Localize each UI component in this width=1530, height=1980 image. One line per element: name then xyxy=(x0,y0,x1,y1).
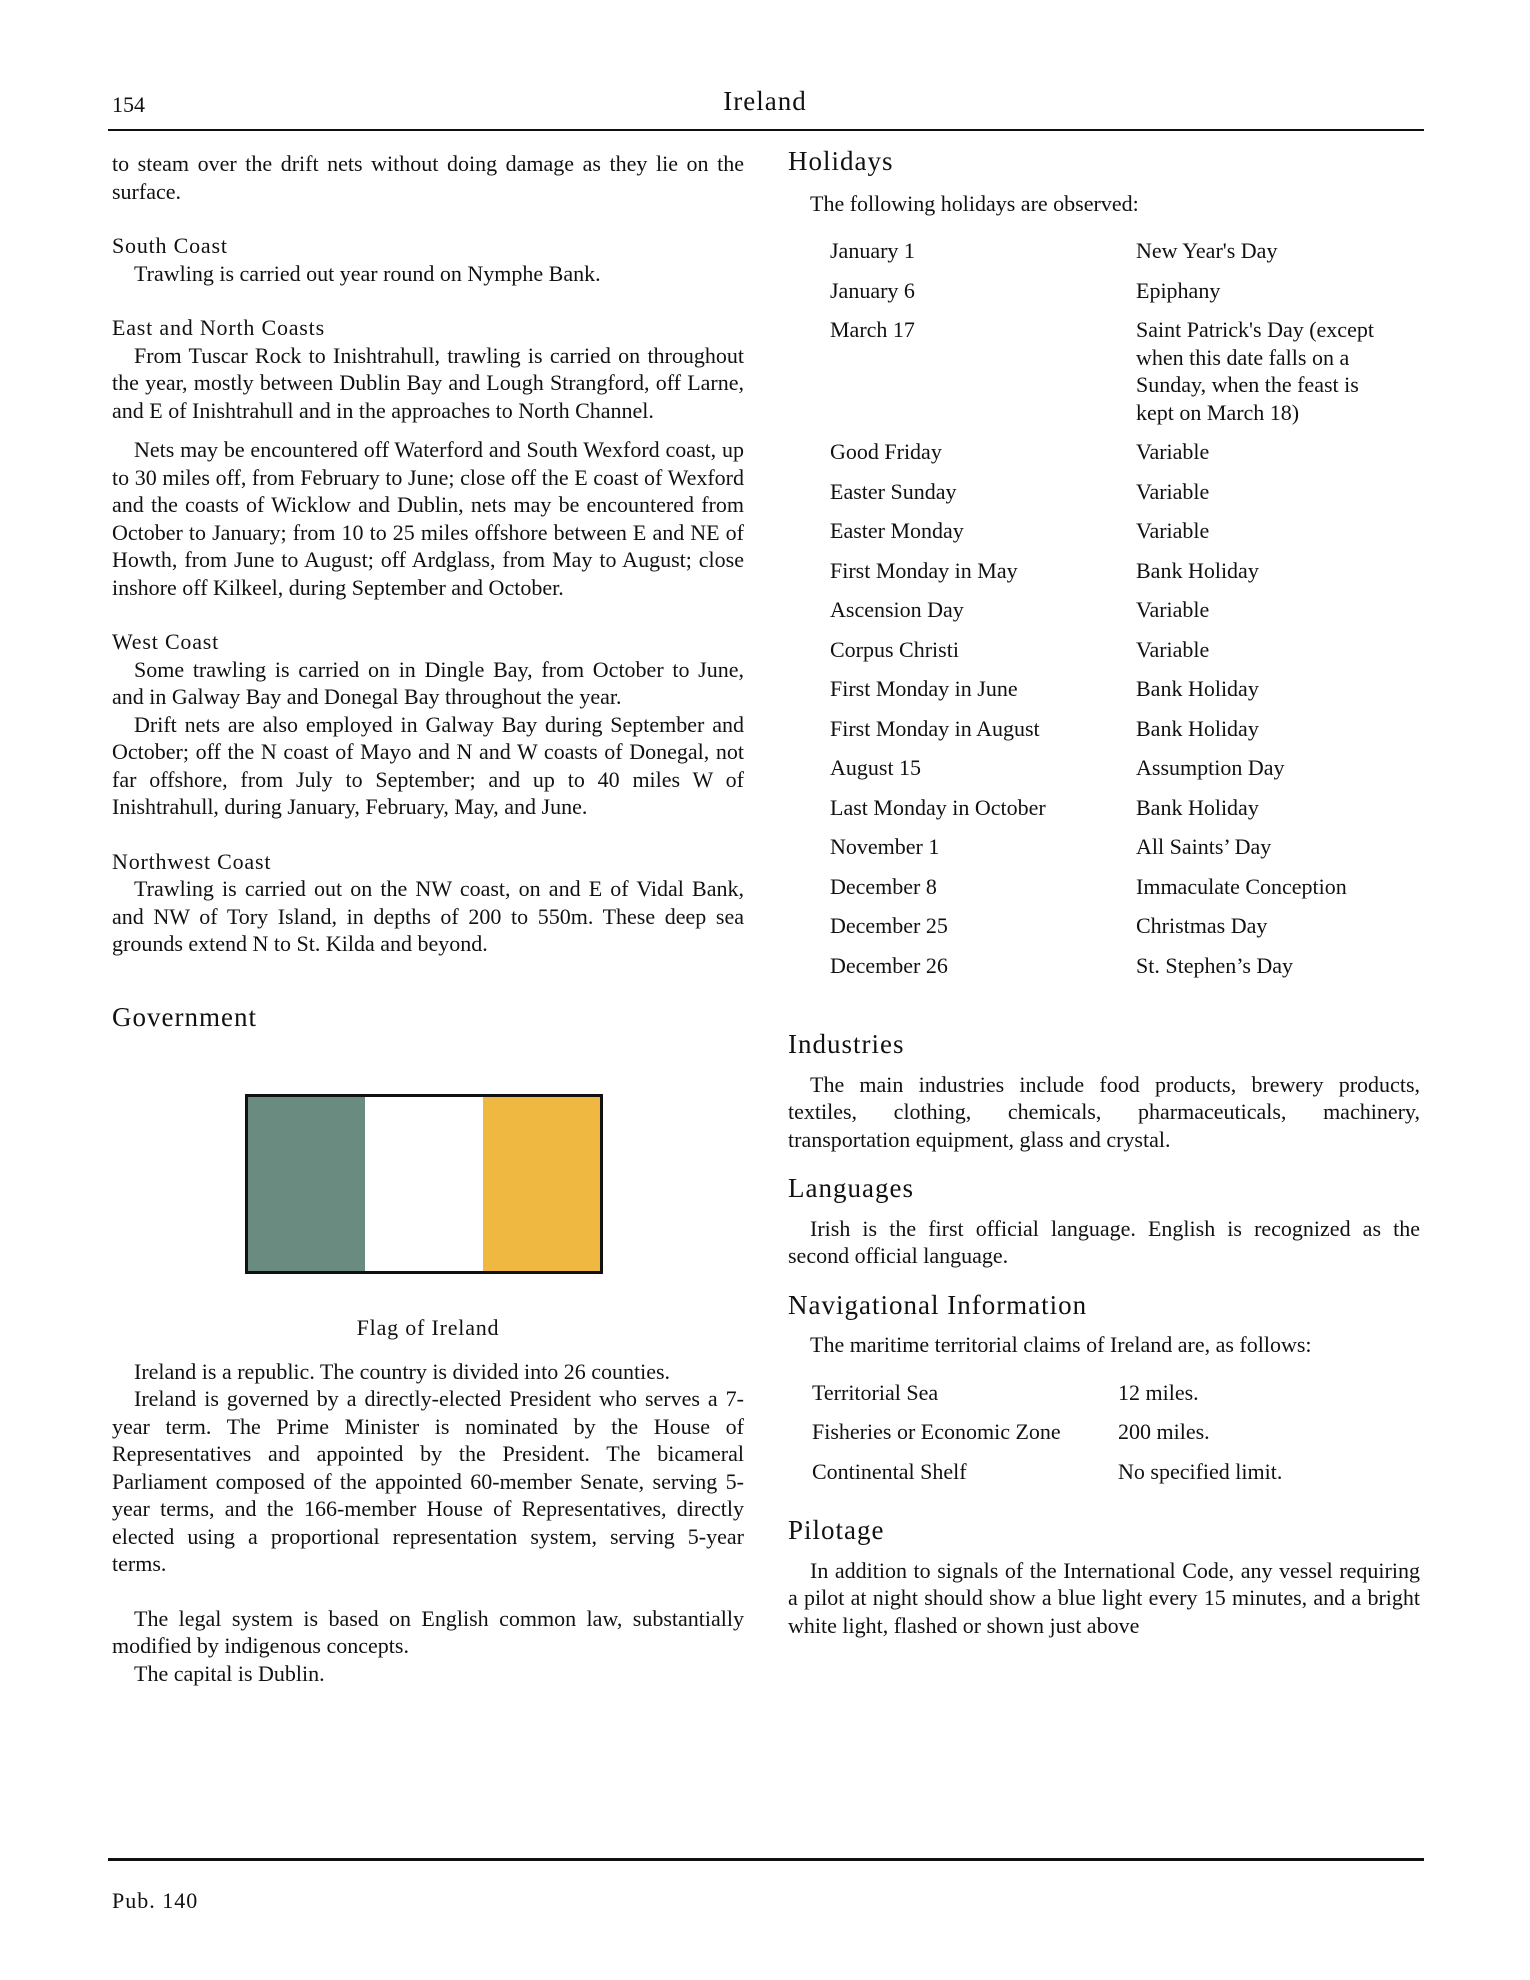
south-coast-heading: South Coast xyxy=(112,233,228,258)
holiday-row xyxy=(830,873,1386,913)
holiday-date: Easter Monday xyxy=(830,518,964,543)
holiday-row xyxy=(830,754,1386,794)
holiday-row xyxy=(830,912,1386,952)
northwest-coast-text: Trawling is carried out on the NW coast, on and E of Vidal Bank, and NW of Tory Island, in depths of 200 to 550m. These deep sea grounds extend N to St. Kilda and beyond. xyxy=(112,876,744,956)
claim-type: Continental Shelf xyxy=(812,1458,967,1484)
navigation-table xyxy=(812,1379,1282,1498)
claim-row xyxy=(812,1418,1282,1458)
pilotage-heading: Pilotage xyxy=(788,1515,885,1545)
industries-text: The main industries include food products, brewery products, textiles, clothing, chemicals, pharmaceuticals, machinery, transportation equipment, glass and crystal. xyxy=(788,1071,1420,1152)
claim-limit: No specified limit. xyxy=(1118,1458,1283,1484)
navigation-intro: The maritime territorial claims of Ireland are, as follows: xyxy=(810,1332,1312,1357)
holiday-date: March 17 xyxy=(830,317,915,342)
east-north-paragraph-2: Nets may be encountered off Waterford and South Wexford coast, up to 30 miles off, from February to June; close off the E coast of Wexford and the coasts of Wicklow and Dublin, nets may be encountered from October to January; from 10 to 25 miles offshore between E and NE of Howth, from June to August; off Ardglass, from May to August; close inshore off Kilkeel, during September and October. xyxy=(112,437,744,600)
page-title: Ireland xyxy=(723,86,807,116)
holiday-date: Last Monday in October xyxy=(830,794,1046,820)
holiday-name: Variable xyxy=(1136,478,1210,504)
holiday-name: Variable xyxy=(1136,597,1210,622)
holiday-name: Variable xyxy=(1136,439,1210,464)
claim-type: Territorial Sea xyxy=(812,1379,939,1405)
government-paragraph-2: Ireland is governed by a directly-elected President who serves a 7-year term. The Prime Minister is nominated by the House of Representatives and appointed by the President. The bicameral Parliament composed of the appointed 60-member Senate, serving 5-year terms, and the 166-member House of Representatives, directly elected using a proportional representation system, serving 5-year terms. xyxy=(112,1386,744,1576)
holiday-name: Saint Patrick's Day (except when this date falls on a Sunday, when the feast is kept on March 18) xyxy=(1136,317,1374,425)
holiday-date: First Monday in June xyxy=(830,676,1018,701)
holiday-date: December 8 xyxy=(830,873,937,899)
holiday-date: Corpus Christi xyxy=(830,636,959,662)
holiday-row xyxy=(830,636,1386,676)
holiday-date: August 15 xyxy=(830,755,922,780)
holiday-name: Assumption Day xyxy=(1136,755,1285,780)
holiday-name: Bank Holiday xyxy=(1136,794,1259,820)
flag-of-ireland xyxy=(245,1094,603,1274)
holiday-row xyxy=(830,557,1386,597)
intro-continuation: to steam over the drift nets without doing damage as they lie on the surface. xyxy=(112,151,744,204)
languages-heading: Languages xyxy=(788,1173,914,1203)
header-rule xyxy=(108,129,1424,131)
holiday-row xyxy=(830,517,1386,557)
holiday-row xyxy=(830,478,1386,518)
holiday-name: Immaculate Conception xyxy=(1136,873,1347,899)
holiday-row xyxy=(830,952,1386,992)
holiday-date: Good Friday xyxy=(830,439,942,464)
government-paragraph-4: The capital is Dublin. xyxy=(134,1660,325,1686)
claim-limit: 12 miles. xyxy=(1118,1379,1199,1405)
holiday-row xyxy=(830,237,1386,277)
holiday-date: December 25 xyxy=(830,913,948,938)
claim-limit: 200 miles. xyxy=(1118,1419,1210,1444)
holiday-date: January 6 xyxy=(830,277,915,303)
holiday-date: First Monday in May xyxy=(830,557,1018,583)
holidays-intro: The following holidays are observed: xyxy=(810,190,1139,216)
languages-text: Irish is the first official language. English is recognized as the second official language. xyxy=(788,1215,1420,1268)
government-paragraph-1: Ireland is a republic. The country is divided into 26 counties. xyxy=(134,1358,671,1384)
holiday-date: December 26 xyxy=(830,952,948,978)
claim-type: Fisheries or Economic Zone xyxy=(812,1419,1061,1444)
holiday-row xyxy=(830,438,1386,478)
holiday-row xyxy=(830,596,1386,636)
government-paragraph-3: The legal system is based on English common law, substantially modified by indigenous concepts. xyxy=(112,1605,744,1658)
flag-caption: Flag of Ireland xyxy=(356,1315,500,1340)
flag-stripe-white xyxy=(365,1097,482,1271)
navigation-heading: Navigational Information xyxy=(788,1289,1088,1320)
holiday-name: Variable xyxy=(1136,518,1210,543)
northwest-coast-heading: Northwest Coast xyxy=(112,848,272,874)
government-heading: Government xyxy=(112,1001,257,1032)
holiday-name: St. Stephen’s Day xyxy=(1136,952,1294,978)
south-coast-text: Trawling is carried out year round on Nymphe Bank. xyxy=(134,260,601,286)
right-column xyxy=(788,148,1420,1639)
page-number: 154 xyxy=(112,92,145,117)
holiday-name: New Year's Day xyxy=(1136,238,1278,263)
flag-stripe-orange xyxy=(483,1097,600,1271)
holiday-date: November 1 xyxy=(830,834,940,859)
holiday-name: Christmas Day xyxy=(1136,913,1268,938)
holidays-table xyxy=(830,237,1386,991)
holiday-date: First Monday in August xyxy=(830,715,1040,741)
holiday-name: Variable xyxy=(1136,636,1210,662)
holiday-name: Bank Holiday xyxy=(1136,676,1259,701)
industries-heading: Industries xyxy=(788,1029,905,1059)
holiday-name: Bank Holiday xyxy=(1136,557,1259,583)
claim-row xyxy=(812,1379,1282,1419)
holiday-name: Epiphany xyxy=(1136,277,1221,303)
holiday-date: January 1 xyxy=(830,238,915,263)
pilotage-text: In addition to signals of the International Code, any vessel requiring a pilot at night should show a blue light every 15 minutes, and a bright white light, flashed or shown just above xyxy=(788,1557,1420,1638)
holiday-row xyxy=(830,794,1386,834)
west-coast-paragraph-2: Drift nets are also employed in Galway Bay during September and October; off the N coast of Mayo and N and W coasts of Donegal, not far offshore, from July to September; and up to 40 miles W of Inishtrahull, during January, February, May, and June. xyxy=(112,711,744,819)
holiday-row xyxy=(830,833,1386,873)
east-north-heading: East and North Coasts xyxy=(112,315,325,340)
holiday-name: Bank Holiday xyxy=(1136,715,1259,741)
holiday-date: Ascension Day xyxy=(830,597,964,622)
flag-figure xyxy=(112,1094,744,1274)
holiday-row xyxy=(830,316,1386,438)
east-north-paragraph-1: From Tuscar Rock to Inishtrahull, trawling is carried on throughout the year, mostly between Dublin Bay and Lough Strangford, off Larne, and E of Inishtrahull and in the approaches to North Channel. xyxy=(112,342,744,423)
flag-stripe-green xyxy=(248,1097,365,1271)
holiday-row xyxy=(830,675,1386,715)
holiday-date: Easter Sunday xyxy=(830,478,957,504)
claim-row xyxy=(812,1458,1282,1498)
footer-rule xyxy=(108,1858,1424,1861)
left-column xyxy=(112,150,744,1687)
holiday-name: All Saints’ Day xyxy=(1136,834,1272,859)
holidays-heading: Holidays xyxy=(788,146,894,176)
holiday-row xyxy=(830,277,1386,317)
publication-number: Pub. 140 xyxy=(112,1888,199,1913)
west-coast-heading: West Coast xyxy=(112,629,220,654)
holiday-row xyxy=(830,715,1386,755)
west-coast-paragraph-1: Some trawling is carried on in Dingle Bay, from October to June, and in Galway Bay and Donegal Bay throughout the year. xyxy=(112,656,744,709)
